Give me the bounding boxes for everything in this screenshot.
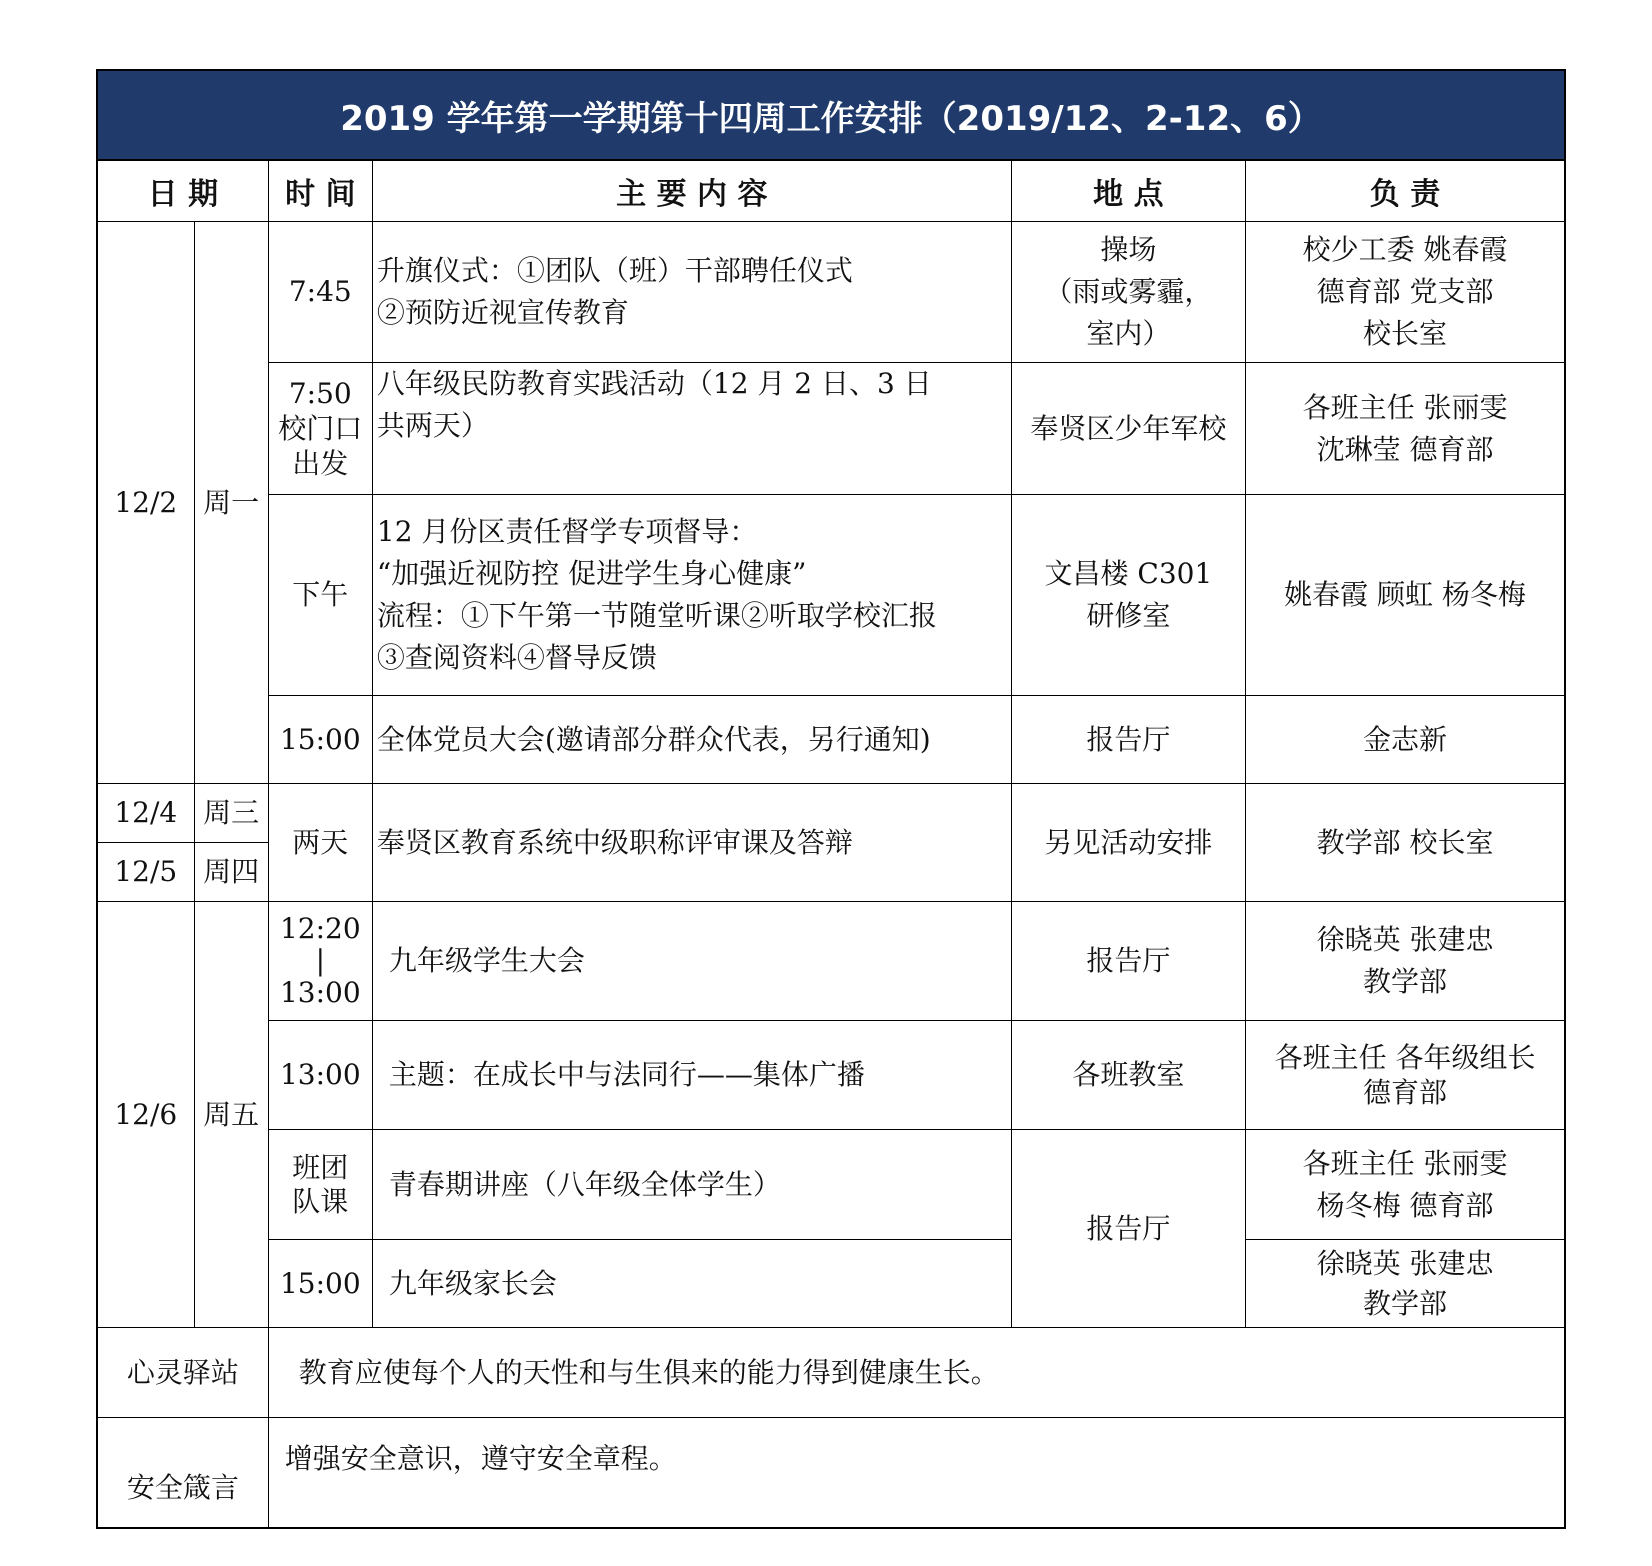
- time-cell: 12:20 | 13:00: [268, 902, 372, 1021]
- header-place: 地 点: [1011, 161, 1245, 222]
- table-row: [98, 1021, 1564, 1130]
- date-cell: 12/4: [98, 784, 194, 843]
- table-row: [98, 902, 1564, 1021]
- weekday-cell: 周四: [194, 843, 268, 902]
- schedule-title: 2019 学年第一学期第十四周工作安排（2019/12、2-12、6）: [98, 71, 1564, 161]
- time-cell: 两天: [268, 784, 372, 902]
- weekday-cell: 周一: [194, 222, 268, 784]
- content-cell: 全体党员大会(邀请部分群众代表，另行通知): [372, 696, 1011, 784]
- content-cell: 青春期讲座（八年级全体学生）: [372, 1130, 1011, 1240]
- place-cell: 各班教室: [1011, 1021, 1245, 1130]
- date-cell: 12/6: [98, 902, 194, 1328]
- header-row: [98, 161, 1564, 222]
- table-row: [98, 222, 1564, 363]
- heart-label: 心灵驿站: [98, 1328, 268, 1418]
- content-cell: 主题：在成长中与法同行——集体广播: [372, 1021, 1011, 1130]
- time-cell: 7:50 校门口 出发: [268, 363, 372, 495]
- table-row: [98, 495, 1564, 696]
- person-cell: 各班主任 各年级组长 德育部: [1246, 1021, 1564, 1130]
- person-cell: 金志新: [1246, 696, 1564, 784]
- weekday-cell: 周五: [194, 902, 268, 1328]
- content-cell: 奉贤区教育系统中级职称评审课及答辩: [372, 784, 1011, 902]
- person-cell: 姚春霞 顾虹 杨冬梅: [1246, 495, 1564, 696]
- content-cell: 12 月份区责任督学专项督导： “加强近视防控 促进学生身心健康” 流程：①下午第一节随堂听课②听取学校汇报 ③查阅资料④督导反馈: [372, 495, 1011, 696]
- content-cell: 八年级民防教育实践活动（12 月 2 日、3 日 共两天）: [372, 363, 1011, 495]
- place-cell: 奉贤区少年军校: [1011, 363, 1245, 495]
- schedule-sheet: [96, 69, 1566, 1529]
- place-cell: 报告厅: [1011, 1130, 1245, 1328]
- date-cell: 12/2: [98, 222, 194, 784]
- person-cell: 教学部 校长室: [1246, 784, 1564, 902]
- table-row: [98, 1130, 1564, 1240]
- content-cell: 九年级学生大会: [372, 902, 1011, 1021]
- time-cell: 班团 队课: [268, 1130, 372, 1240]
- heart-text: 教育应使每个人的天性和与生俱来的能力得到健康生长。: [268, 1328, 1564, 1418]
- person-cell: 各班主任 张丽雯 沈琳莹 德育部: [1246, 363, 1564, 495]
- person-cell: 校少工委 姚春霞 德育部 党支部 校长室: [1246, 222, 1564, 363]
- safety-row: [98, 1418, 1564, 1527]
- place-cell: 文昌楼 C301 研修室: [1011, 495, 1245, 696]
- table-row: [98, 363, 1564, 495]
- schedule-table: [98, 161, 1564, 1527]
- header-time: 时 间: [268, 161, 372, 222]
- heart-row: [98, 1328, 1564, 1418]
- person-cell: 徐晓英 张建忠 教学部: [1246, 1240, 1564, 1328]
- content-cell: 升旗仪式：①团队（班）干部聘任仪式 ②预防近视宣传教育: [372, 222, 1011, 363]
- safety-label: 安全箴言: [98, 1418, 268, 1527]
- time-cell: 下午: [268, 495, 372, 696]
- date-cell: 12/5: [98, 843, 194, 902]
- content-cell: 九年级家长会: [372, 1240, 1011, 1328]
- place-cell: 报告厅: [1011, 902, 1245, 1021]
- place-cell: 操场 （雨或雾霾， 室内）: [1011, 222, 1245, 363]
- table-row: [98, 696, 1564, 784]
- table-row: [98, 1240, 1564, 1328]
- place-cell: 报告厅: [1011, 696, 1245, 784]
- person-cell: 各班主任 张丽雯 杨冬梅 德育部: [1246, 1130, 1564, 1240]
- header-content: 主 要 内 容: [372, 161, 1011, 222]
- time-cell: 15:00: [268, 1240, 372, 1328]
- weekday-cell: 周三: [194, 784, 268, 843]
- header-date: 日 期: [98, 161, 268, 222]
- table-row: [98, 784, 1564, 843]
- time-cell: 13:00: [268, 1021, 372, 1130]
- person-cell: 徐晓英 张建忠 教学部: [1246, 902, 1564, 1021]
- time-cell: 15:00: [268, 696, 372, 784]
- safety-text: 增强安全意识，遵守安全章程。: [268, 1418, 1564, 1527]
- header-person: 负 责: [1246, 161, 1564, 222]
- place-cell: 另见活动安排: [1011, 784, 1245, 902]
- time-cell: 7:45: [268, 222, 372, 363]
